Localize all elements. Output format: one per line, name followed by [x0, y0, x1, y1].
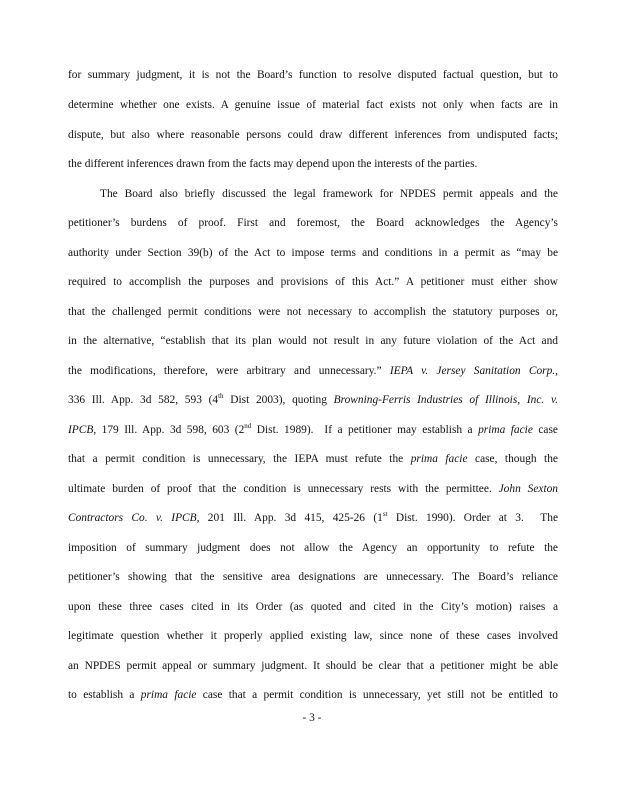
text-line: The Board also briefly discussed the legal framework for NPDES permit appeals and the	[100, 188, 558, 200]
text-line: petitioner’s burdens of proof. First and foremost, the Board acknowledges the Agency’s	[68, 217, 558, 229]
text-line: the different inferences drawn from the facts may depend upon the interests of the parties.	[68, 158, 478, 170]
text-line: ultimate burden of proof that the condition is unnecessary rests with the permittee. John Sexton	[68, 483, 558, 495]
text-line: determine whether one exists. A genuine issue of material fact exists not only when facts are in	[68, 99, 558, 111]
text-line: that the challenged permit conditions were not necessary to accomplish the statutory purposes or,	[68, 306, 558, 318]
text-line: Contractors Co. v. IPCB, 201 Ill. App. 3d 415, 425-26 (1st Dist. 1990). Order at 3. The	[68, 510, 559, 524]
case-citation: Contractors Co. v. IPCB	[68, 512, 197, 524]
case-citation: IEPA v. Jersey Sanitation Corp.	[389, 365, 556, 377]
case-citation: John Sexton	[498, 483, 558, 495]
text-line: dispute, but also where reasonable persons could draw different inferences from undisputed facts;	[68, 129, 558, 141]
text-line: legitimate question whether it properly applied existing law, since none of these cases involved	[68, 630, 558, 642]
case-citation: Browning-Ferris Industries of Illinois, Inc. v.	[333, 394, 558, 406]
text-line: imposition of summary judgment does not allow the Agency an opportunity to refute the	[68, 542, 558, 554]
text-line: for summary judgment, it is not the Board’s function to resolve disputed factual question, but to	[68, 69, 558, 81]
case-citation: IPCB	[68, 424, 94, 436]
text-line: that a permit condition is unnecessary, the IEPA must refute the prima facie case, though the	[68, 453, 558, 465]
text-line: authority under Section 39(b) of the Act to impose terms and conditions in a permit as “may be	[68, 247, 558, 259]
text-line: to establish a prima facie case that a permit condition is unnecessary, yet still not be entitled to	[68, 689, 558, 701]
text-line: an NPDES permit appeal or summary judgment. It should be clear that a petitioner might be able	[68, 660, 558, 672]
text-line: upon these three cases cited in its Order (as quoted and cited in the City’s motion) raises a	[68, 601, 558, 613]
page-number: - 3 -	[302, 712, 322, 724]
text-line: in the alternative, “establish that its plan would not result in any future violation of the Act and	[68, 335, 558, 347]
text-line: IPCB, 179 Ill. App. 3d 598, 603 (2nd Dist. 1989). If a petitioner may establish a prima facie case	[68, 422, 558, 436]
text-line: petitioner’s showing that the sensitive area designations are unnecessary. The Board’s reliance	[68, 571, 558, 583]
text-line: required to accomplish the purposes and provisions of this Act.” A petitioner must either show	[68, 276, 558, 288]
text-line: the modifications, therefore, were arbitrary and unnecessary.” IEPA v. Jersey Sanitation Corp.,	[68, 365, 558, 377]
text-line: 336 Ill. App. 3d 582, 593 (4th Dist 2003), quoting Browning-Ferris Industries of Illinois, Inc. v.	[68, 392, 558, 406]
